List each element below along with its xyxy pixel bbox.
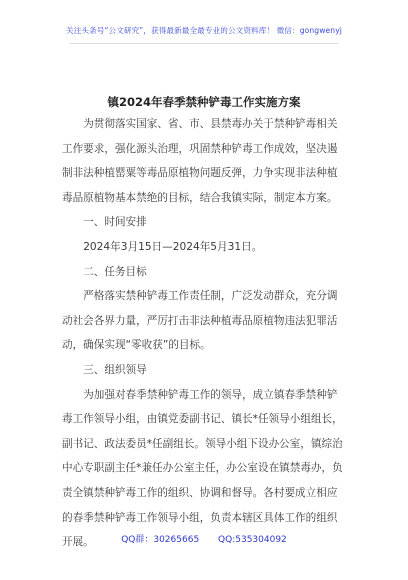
document-title: 镇2024年春季禁种铲毒工作实施方案 — [107, 95, 301, 109]
header-notice: 关注头条号“公文研究”，获得最新最全最专业的公文资料库！ 微信：gongwenyj — [66, 26, 342, 35]
header-divider — [70, 43, 338, 44]
footer-contact — [0, 532, 408, 545]
goals-paragraph: 严格落实禁种铲毒工作责任制，广泛发动群众，充分调动社会各界力量，严厉打击非法种植毒品原植物违法犯罪活动，确保实现“零收获”的目标。 — [62, 290, 338, 352]
intro-paragraph: 为贯彻落实国家、省、市、县禁毒办关于禁种铲毒相关工作要求，强化源头治理，巩固禁种铲毒工作成效，坚决遏制非法种植罂粟等毒品原植物问题反弹，力争实现非法种植毒品原植物基本禁绝的目标，结合我镇实际，制定本方案。 — [62, 118, 338, 204]
section-heading-goals: 二、任务目标 — [83, 265, 147, 278]
section-heading-time: 一、时间安排 — [83, 216, 147, 229]
organization-paragraph: 为加强对春季禁种铲毒工作的领导，成立镇春季禁种铲毒工作领导小组，由镇党委副书记、镇长*任领导小组组长，副书记、政法委员*任副组长。领导小组下设办公室，镇综治中心专职副主任*兼任办公室主任，办公室设在镇禁毒办，负责全镇禁种铲毒工作的组织、协调和督导。各村要成立相应的春季禁种铲毒工作领导小组，负责本辖区具体工作的组织开展。 — [62, 388, 343, 549]
time-range-paragraph: 2024年3月15日—2024年5月31日。 — [83, 240, 263, 253]
section-heading-organization: 三、组织领导 — [83, 363, 147, 376]
footer-qq: QQ:535304092 — [218, 535, 287, 545]
document-body — [62, 112, 346, 555]
footer-qq-group: QQ群：30265665 — [121, 535, 200, 545]
